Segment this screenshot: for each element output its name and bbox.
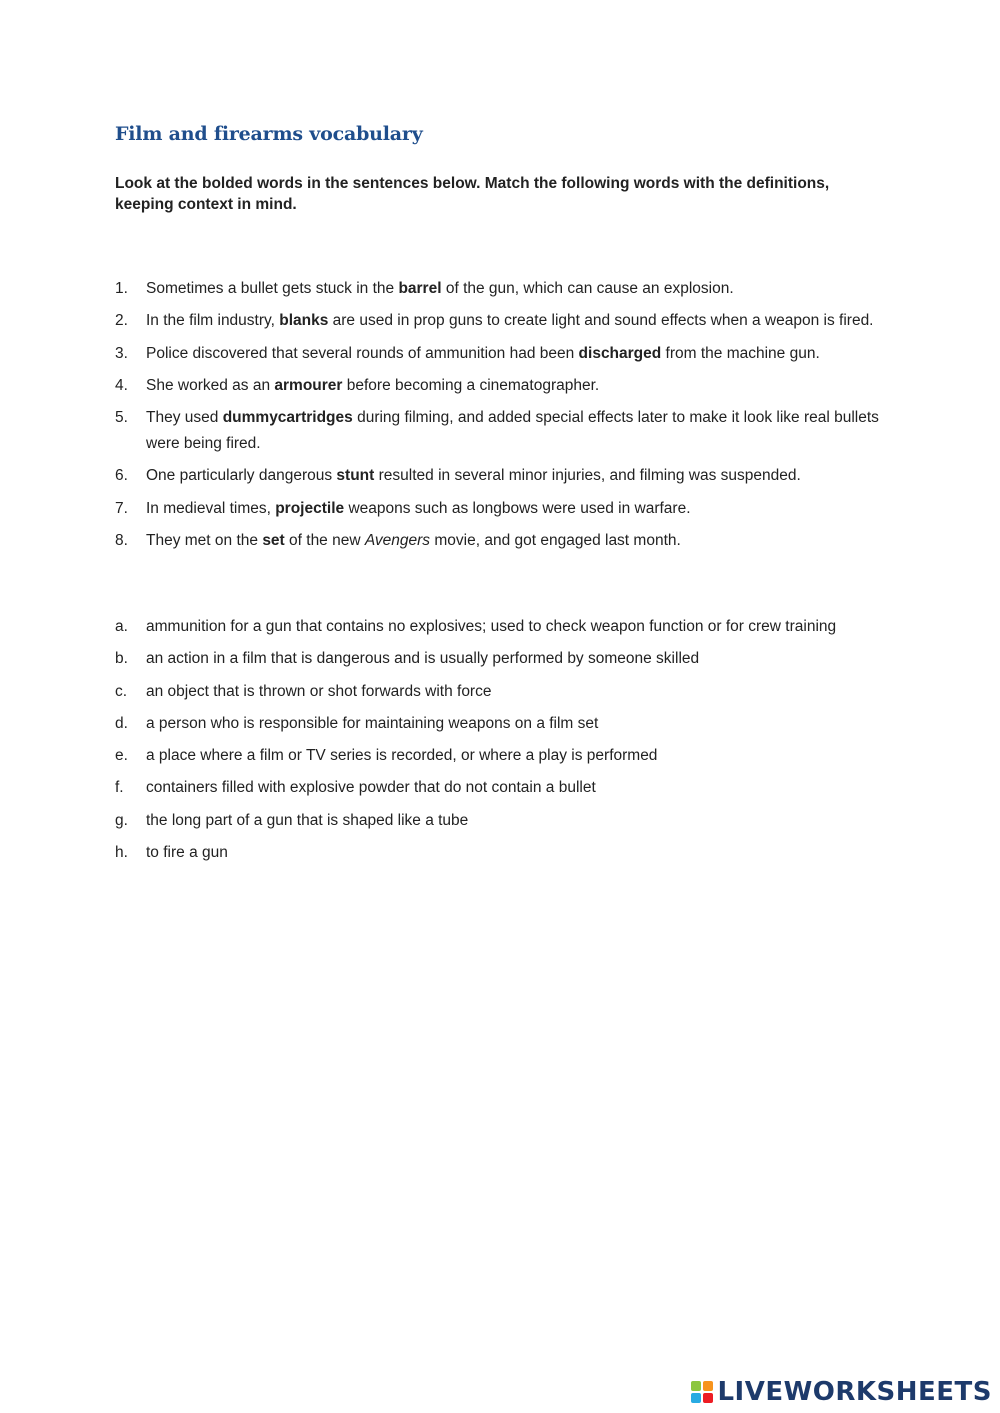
definition-text: containers filled with explosive powder that do not contain a bullet <box>146 779 596 797</box>
item-number: 4. <box>115 376 128 394</box>
definition-text: an object that is thrown or shot forwards with force <box>146 682 492 700</box>
item-letter: d. <box>115 714 128 732</box>
instructions: Look at the bolded words in the sentences below. Match the following words with the definitions, keeping context in mind. <box>115 175 830 213</box>
item-letter: c. <box>115 682 128 700</box>
sentence-text: One particularly dangerous stunt resulted in several minor injuries, and filming was suspended. <box>146 467 801 485</box>
definition-text: an action in a film that is dangerous and is usually performed by someone skilled <box>146 650 700 668</box>
list-item <box>115 528 885 554</box>
page-title: Film and firearms vocabulary <box>115 123 423 145</box>
keyword: projectile <box>275 499 345 517</box>
list-item <box>115 743 885 769</box>
definition-text: to fire a gun <box>146 844 228 862</box>
sentence-text: In the film industry, blanks are used in prop guns to create light and sound effects when a weapon is fired. <box>146 312 874 330</box>
list-item <box>115 405 885 457</box>
keyword: set <box>262 532 285 550</box>
sentence-text: They used dummycartridges during filming, and added special effects later to make it look like real bullets were being fired. <box>146 409 879 453</box>
list-item <box>115 808 885 834</box>
item-letter: f. <box>115 779 124 797</box>
list-item <box>115 276 885 302</box>
list-item <box>115 679 885 705</box>
sentence-list <box>115 276 885 560</box>
list-item <box>115 308 885 334</box>
sentence-text: They met on the set of the new Avengers movie, and got engaged last month. <box>146 532 681 550</box>
logo-square-green <box>691 1381 701 1391</box>
list-item <box>115 496 885 522</box>
movie-title: Avengers <box>364 532 431 550</box>
liveworksheets-logo-icon <box>691 1381 713 1403</box>
liveworksheets-logo <box>691 1377 992 1407</box>
item-number: 3. <box>115 344 128 362</box>
keyword: armourer <box>274 376 343 394</box>
list-item <box>115 711 885 737</box>
item-letter: h. <box>115 844 128 862</box>
definition-text: ammunition for a gun that contains no explosives; used to check weapon function or for crew training <box>146 618 837 635</box>
keyword: barrel <box>398 280 442 297</box>
item-number: 1. <box>115 280 128 297</box>
definition-text: a person who is responsible for maintaining weapons on a film set <box>146 714 599 732</box>
item-letter: e. <box>115 747 128 765</box>
list-item <box>115 341 885 367</box>
item-letter: b. <box>115 650 128 668</box>
sentence-text: In medieval times, projectile weapons such as longbows were used in warfare. <box>146 499 691 517</box>
logo-square-blue <box>691 1393 701 1403</box>
list-item <box>115 775 885 801</box>
definition-text: the long part of a gun that is shaped like a tube <box>146 811 469 829</box>
sentence-text: She worked as an armourer before becoming a cinematographer. <box>146 376 600 394</box>
list-item <box>115 463 885 489</box>
sentence-text: Sometimes a bullet gets stuck in the barrel of the gun, which can cause an explosion. <box>146 280 734 297</box>
item-number: 2. <box>115 312 128 330</box>
list-item <box>115 646 885 672</box>
item-letter: g. <box>115 811 128 829</box>
list-item <box>115 373 885 399</box>
list-item <box>115 840 885 866</box>
item-number: 8. <box>115 532 128 550</box>
logo-square-orange <box>703 1381 713 1391</box>
keyword: stunt <box>336 467 375 485</box>
keyword: discharged <box>578 344 662 362</box>
sentence-text: Police discovered that several rounds of ammunition had been discharged from the machine gun. <box>146 344 820 362</box>
logo-text: LIVEWORKSHEETS <box>717 1377 992 1407</box>
logo-square-red <box>703 1393 713 1403</box>
list-item <box>115 614 885 640</box>
definition-text: a place where a film or TV series is recorded, or where a play is performed <box>146 747 658 765</box>
keyword: dummycartridges <box>222 409 353 427</box>
item-number: 7. <box>115 499 128 517</box>
item-letter: a. <box>115 618 128 635</box>
item-number: 5. <box>115 409 128 427</box>
keyword: blanks <box>279 312 329 330</box>
definition-list <box>115 614 885 872</box>
item-number: 6. <box>115 467 128 485</box>
